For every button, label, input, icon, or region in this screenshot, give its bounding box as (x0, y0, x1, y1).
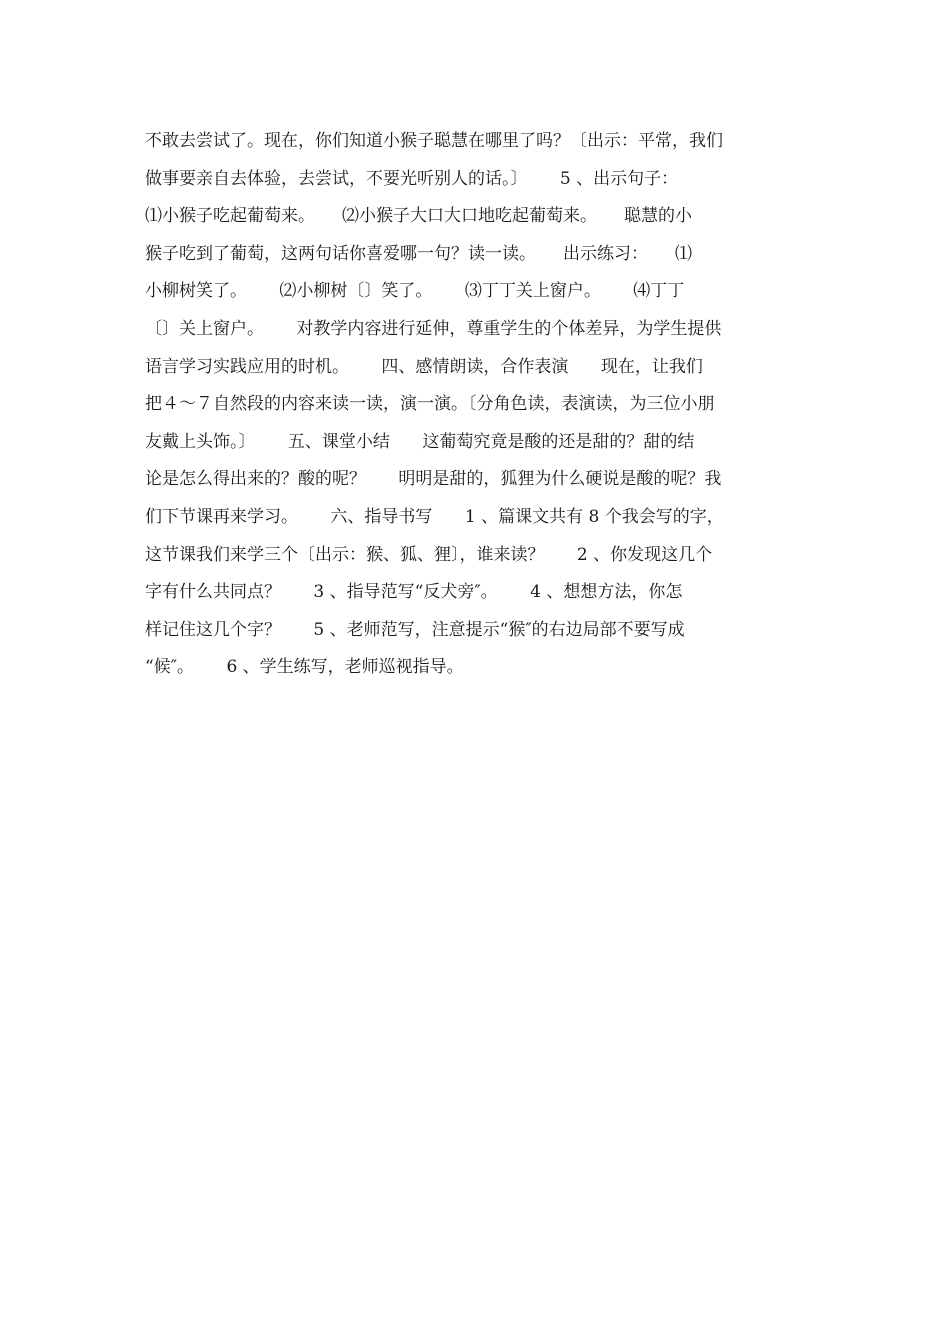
text-line: 字有什么共同点？ 3 、指导范写“反犬旁″。 4 、想想方法，你怎 (145, 582, 683, 603)
text-line: 做事要亲自去体验，去尝试，不要光听别人的话。〕 5 、出示句子： (145, 168, 679, 189)
text-line: 语言学习实践应用的时机。 四、感情朗读，合作表演 现在，让我们 (145, 356, 703, 377)
text-line: 样记住这几个字？ 5 、老师范写，注意提示“猴″的右边局部不要写成 (145, 619, 685, 640)
text-line: 这节课我们来学三个〔出示：猴、狐、狸〕，谁来读？ 2 、你发现这几个 (145, 544, 713, 565)
text-line: 论是怎么得出来的？酸的呢？ 明明是甜的，狐狸为什么硬说是酸的呢？我 (145, 469, 722, 490)
text-line: 们下节课再来学习。 六、指导书写 1 、篇课文共有 8 个我会写的字， (145, 506, 724, 527)
text-line: 把４～７自然段的内容来读一读，演一演。〔分角色读，表演读，为三位小朋 (145, 394, 715, 415)
text-line: 〔〕关上窗户。 对教学内容进行延伸，尊重学生的个体差异，为学生提供 (145, 318, 722, 339)
text-line: “候″。 6 、学生练写，老师巡视指导。 (145, 657, 464, 678)
text-line: 友戴上头饰。〕 五、课堂小结 这葡萄究竟是酸的还是甜的？甜的结 (145, 431, 695, 452)
text-line: ⑴小猴子吃起葡萄来。 ⑵小猴子大口大口地吃起葡萄来。 聪慧的小 (145, 206, 693, 227)
text-line: 不敢去尝试了。现在，你们知道小猴子聪慧在哪里了吗？〔出示：平常，我们 (145, 131, 723, 151)
document-body (145, 123, 825, 687)
text-line: 小柳树笑了。 ⑵小柳树〔〕笑了。 ⑶丁丁关上窗户。 ⑷丁丁 (145, 281, 685, 302)
text-line: 猴子吃到了葡萄，这两句话你喜爱哪一句？读一读。 出示练习： ⑴ (145, 243, 693, 264)
